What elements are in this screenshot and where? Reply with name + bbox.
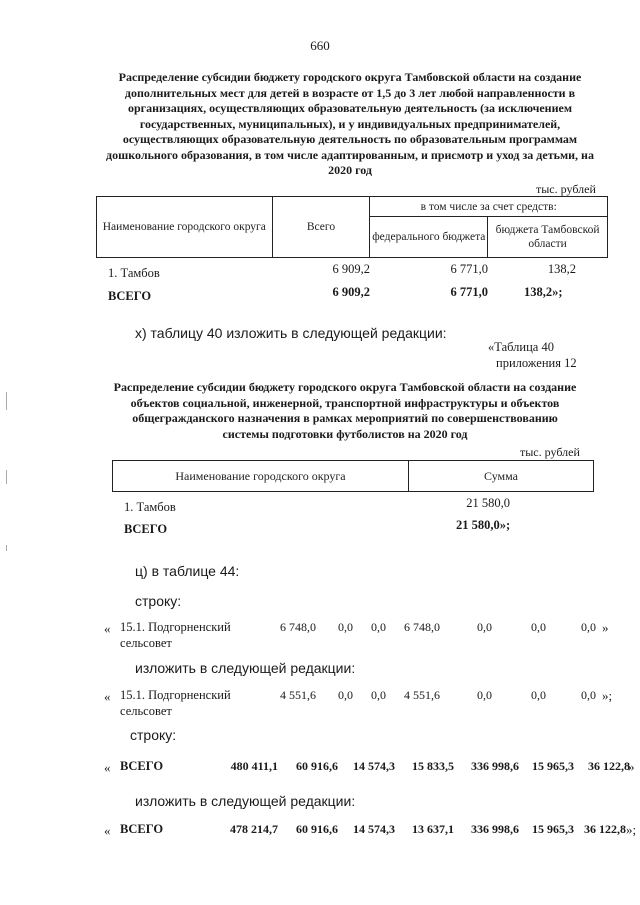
table1-row1-federal: 6 771,0 <box>450 262 488 276</box>
header-federal: федерального бюджета <box>370 217 488 258</box>
total-new-open-quote: « <box>104 823 111 838</box>
scan-speck <box>6 470 7 484</box>
total-old-v1: 480 411,1 <box>230 759 278 773</box>
izlozhit-label-2: изложить в следующей редакции: <box>135 793 356 809</box>
row-new-v7: 0,0 <box>581 688 596 702</box>
total-old-open-quote: « <box>104 760 111 775</box>
table2-row1-sum: 21 580,0 <box>466 496 510 510</box>
page-number: 660 <box>310 38 330 53</box>
row-new-v6: 0,0 <box>531 688 546 702</box>
table2-title: Распределение субсидии бюджету городского округа Тамбовской области на создание объектов социальной, инженерной, транспортной инфраструктуры и объектов общегражданского назначения в рамках мероприятий по совершенствованию системы подготовки футболистов на 2020 год <box>113 380 577 441</box>
row-new-v5: 0,0 <box>477 688 492 702</box>
row-old-v4: 6 748,0 <box>404 620 440 634</box>
total-old-name: ВСЕГО <box>120 759 164 773</box>
total-new-v3: 14 574,3 <box>353 822 395 836</box>
header2-name: Наименование городского округа <box>113 461 409 492</box>
total-new-name: ВСЕГО <box>120 822 164 836</box>
table1-row1-regional: 138,2 <box>547 262 576 276</box>
total-old-v2: 60 916,6 <box>296 759 338 773</box>
instruction-x: х) таблицу 40 изложить в следующей редакции: <box>135 325 447 341</box>
table2-header <box>112 460 594 492</box>
header-regional: бюджета Тамбовской области <box>488 217 608 258</box>
table40-ref-line2: приложения 12 <box>496 356 577 370</box>
total-old-v6: 15 965,3 <box>532 759 574 773</box>
row-old-close-quote: » <box>602 620 609 635</box>
total-old-v4: 15 833,5 <box>412 759 454 773</box>
total-old-v7: 36 122,8 <box>588 759 630 773</box>
table2-unit: тыс. рублей <box>520 445 580 459</box>
table1-title: Распределение субсидии бюджету городского округа Тамбовской области на создание дополнительных мест для детей в возрасте от 1,5 до 3 лет любой направленности в организациях, осуществляющих образовательную деятельность (за исключением государственных, муниципальных), и у индивидуальных предпринимателей, осуществляющих образовательную деятельность по образовательным программам дошкольного образования, в том числе адаптированным, и присмотр и уход за детьми, на 2020 год <box>106 70 594 177</box>
scan-speck <box>6 392 7 410</box>
row-new-v3: 0,0 <box>371 688 386 702</box>
table1-total-federal: 6 771,0 <box>450 285 488 299</box>
header2-sum: Сумма <box>409 461 594 492</box>
row-old-v1: 6 748,0 <box>280 620 316 634</box>
total-new-v2: 60 916,6 <box>296 822 338 836</box>
table1-unit: тыс. рублей <box>536 182 596 196</box>
row-new-name-line2: сельсовет <box>120 704 172 718</box>
row-old-name-line2: сельсовет <box>120 636 172 650</box>
stroku-label-2: строку: <box>130 727 177 743</box>
row-new-close-quote: »; <box>602 688 613 703</box>
table1-total-regional: 138,2»; <box>524 285 563 299</box>
table2-row1-name: 1. Тамбов <box>124 500 176 514</box>
instruction-ts: ц) в таблице 44: <box>135 563 240 579</box>
scan-speck <box>6 545 7 551</box>
row-new-name-line1: 15.1. Подгорненский <box>120 688 231 702</box>
izlozhit-label-1: изложить в следующей редакции: <box>135 660 356 676</box>
row-new-open-quote: « <box>104 689 111 704</box>
row-new-v4: 4 551,6 <box>404 688 440 702</box>
row-old-v3: 0,0 <box>371 620 386 634</box>
total-new-close-quote: »; <box>626 822 637 837</box>
header-total: Всего <box>272 197 370 258</box>
row-old-name-line1: 15.1. Подгорненский <box>120 620 231 634</box>
total-new-v1: 478 214,7 <box>230 822 278 836</box>
total-new-v5: 336 998,6 <box>471 822 519 836</box>
row-old-v6: 0,0 <box>531 620 546 634</box>
table40-ref-line1: «Таблица 40 <box>488 340 554 354</box>
table1-total-name: ВСЕГО <box>108 289 152 303</box>
stroku-label-1: строку: <box>135 593 182 609</box>
row-old-v2: 0,0 <box>338 620 353 634</box>
row-new-v1: 4 551,6 <box>280 688 316 702</box>
row-old-open-quote: « <box>104 621 111 636</box>
total-new-v4: 13 637,1 <box>412 822 454 836</box>
table1-total-total: 6 909,2 <box>332 285 370 299</box>
header-including: в том числе за счет средств: <box>370 197 608 217</box>
table2-total-name: ВСЕГО <box>124 522 168 536</box>
header-name: Наименование городского округа <box>97 197 273 258</box>
total-old-close-quote: » <box>628 759 635 774</box>
total-new-v6: 15 965,3 <box>532 822 574 836</box>
row-new-v2: 0,0 <box>338 688 353 702</box>
table1-row1-total: 6 909,2 <box>332 262 370 276</box>
total-old-v5: 336 998,6 <box>471 759 519 773</box>
table2-total-sum: 21 580,0»; <box>456 518 511 532</box>
table1-header <box>96 196 608 258</box>
total-new-v7: 36 122,8 <box>584 822 626 836</box>
table1-row1-name: 1. Тамбов <box>108 266 160 280</box>
total-old-v3: 14 574,3 <box>353 759 395 773</box>
row-old-v7: 0,0 <box>581 620 596 634</box>
row-old-v5: 0,0 <box>477 620 492 634</box>
